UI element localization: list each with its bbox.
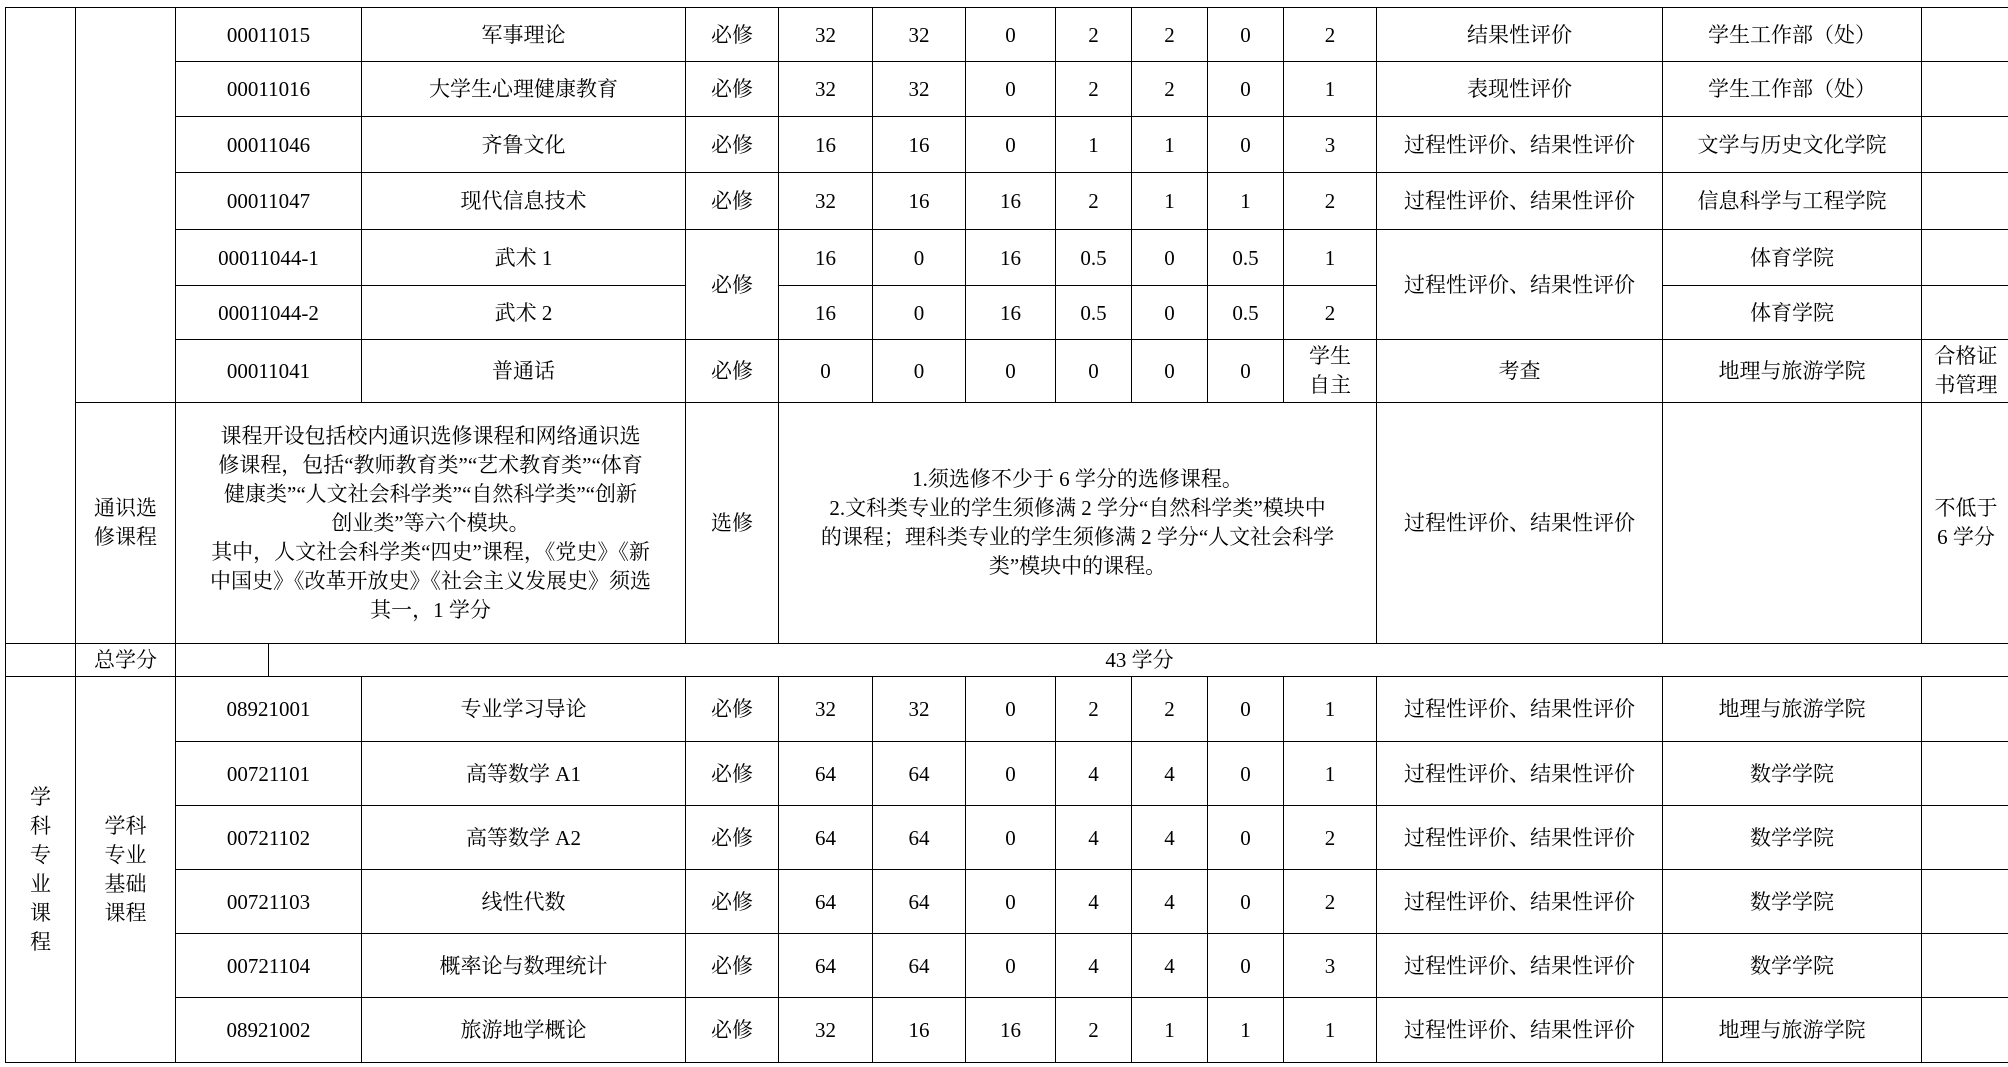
practice-credits: 0 (1208, 677, 1284, 742)
lecture-credits: 2 (1132, 62, 1208, 117)
department (1663, 403, 1922, 644)
total-row (6, 644, 2008, 677)
practice-hours: 0 (966, 8, 1056, 62)
description-line: 课程开设包括校内通识选修课程和网络通识选 (220, 423, 641, 448)
assessment: 过程性评价、结果性评价 (1377, 806, 1663, 870)
description-line: 其中，人文社会科学类“四史”课程，《党史》《新 (211, 539, 650, 564)
credits: 4 (1056, 742, 1132, 806)
department: 信息科学与工程学院 (1663, 173, 1922, 230)
practice-hours: 16 (966, 230, 1056, 286)
semester: 1 (1284, 230, 1377, 286)
course-code: 00721101 (176, 742, 362, 806)
course-name: 大学生心理健康教育 (362, 62, 686, 117)
course-code: 00721103 (176, 870, 362, 934)
category-char: 专 (30, 842, 51, 867)
semester: 2 (1284, 806, 1377, 870)
course-code: 00721102 (176, 806, 362, 870)
course-name: 概率论与数理统计 (362, 934, 686, 998)
course-name: 高等数学 A1 (362, 742, 686, 806)
category-cell-general (6, 8, 76, 644)
elective-requirements (779, 403, 1377, 644)
remark (1922, 677, 2008, 742)
table-row (6, 806, 2008, 870)
credits: 2 (1056, 62, 1132, 117)
elective-description (176, 403, 686, 644)
subcategory-line: 基础 (104, 871, 147, 896)
table-row (6, 173, 2008, 230)
course-nature: 必修 (686, 8, 779, 62)
practice-credits: 1 (1208, 173, 1284, 230)
remark (1922, 998, 2008, 1063)
category-char: 程 (30, 929, 51, 954)
practice-credits: 0 (1208, 340, 1284, 403)
lecture-hours: 64 (873, 806, 966, 870)
remark (1922, 230, 2008, 286)
table-row (6, 403, 2008, 644)
total-value: 43 学分 (269, 644, 2008, 677)
total-hours: 0 (779, 340, 873, 403)
subcategory-line: 学科 (104, 813, 147, 838)
lecture-hours: 0 (873, 286, 966, 340)
table-row (6, 677, 2008, 742)
lecture-hours: 16 (873, 998, 966, 1063)
practice-hours: 0 (966, 62, 1056, 117)
requirement-line: 的课程；理科类专业的学生须修满 2 学分“人文社会科学 (820, 525, 1335, 549)
remark (1922, 286, 2008, 340)
remark (1922, 8, 2008, 62)
lecture-credits: 1 (1132, 117, 1208, 173)
practice-hours: 0 (966, 742, 1056, 806)
table-row (6, 286, 2008, 340)
total-hours: 64 (779, 806, 873, 870)
subcategory-line: 专业 (104, 842, 147, 867)
total-hours: 64 (779, 870, 873, 934)
credits: 2 (1056, 998, 1132, 1063)
remark-line: 书管理 (1934, 373, 1998, 397)
course-code: 00011046 (176, 117, 362, 173)
lecture-credits: 4 (1132, 742, 1208, 806)
total-row-blank (176, 644, 269, 677)
total-hours: 32 (779, 8, 873, 62)
lecture-credits: 4 (1132, 934, 1208, 998)
practice-credits: 0 (1208, 934, 1284, 998)
department: 体育学院 (1663, 230, 1922, 286)
course-nature: 必修 (686, 870, 779, 934)
course-code: 00011041 (176, 340, 362, 403)
course-nature: 必修 (686, 934, 779, 998)
assessment: 考查 (1377, 340, 1663, 403)
credits: 4 (1056, 806, 1132, 870)
practice-hours: 16 (966, 173, 1056, 230)
remark-line: 不低于 (1934, 496, 1998, 520)
credits: 4 (1056, 934, 1132, 998)
total-label: 总学分 (76, 644, 176, 677)
description-line: 修课程，包括“教师教育类”“艺术教育类”“体育 (218, 452, 643, 477)
department: 数学学院 (1663, 806, 1922, 870)
department: 地理与旅游学院 (1663, 677, 1922, 742)
department: 学生工作部（处） (1663, 62, 1922, 117)
subcategory-line: 修课程 (94, 525, 157, 549)
course-code: 08921001 (176, 677, 362, 742)
description-line: 中国史》《改革开放史》《社会主义发展史》须选 (210, 568, 651, 593)
curriculum-table (5, 7, 2008, 1063)
remark (1922, 117, 2008, 173)
lecture-credits: 2 (1132, 677, 1208, 742)
remark-line: 6 学分 (1937, 525, 1995, 549)
lecture-hours: 32 (873, 677, 966, 742)
category-char: 业 (30, 871, 51, 896)
lecture-credits: 4 (1132, 806, 1208, 870)
assessment: 过程性评价、结果性评价 (1377, 677, 1663, 742)
course-nature: 必修 (686, 62, 779, 117)
lecture-credits: 4 (1132, 870, 1208, 934)
lecture-credits: 1 (1132, 173, 1208, 230)
lecture-hours: 0 (873, 340, 966, 403)
semester-line: 学生 (1309, 344, 1352, 368)
course-code: 08921002 (176, 998, 362, 1063)
practice-hours: 0 (966, 117, 1056, 173)
course-nature: 必修 (686, 742, 779, 806)
lecture-credits: 0 (1132, 340, 1208, 403)
practice-hours: 0 (966, 340, 1056, 403)
subcategory-cell-discipline-foundation (76, 677, 176, 1063)
course-name: 武术 1 (362, 230, 686, 286)
practice-hours: 16 (966, 998, 1056, 1063)
practice-hours: 0 (966, 806, 1056, 870)
credits: 2 (1056, 677, 1132, 742)
total-row-blank (6, 644, 76, 677)
description-line: 健康类”“人文社会科学类”“自然科学类”“创新 (224, 481, 637, 506)
total-hours: 32 (779, 173, 873, 230)
semester: 1 (1284, 742, 1377, 806)
semester-line: 自主 (1309, 373, 1352, 397)
assessment: 过程性评价、结果性评价 (1377, 173, 1663, 230)
total-hours: 64 (779, 934, 873, 998)
course-code: 00011044-1 (176, 230, 362, 286)
department: 数学学院 (1663, 870, 1922, 934)
table-row (6, 230, 2008, 286)
total-hours: 16 (779, 286, 873, 340)
requirement-line: 2.文科类专业的学生须修满 2 学分“自然科学类”模块中 (829, 496, 1326, 520)
lecture-hours: 64 (873, 870, 966, 934)
practice-credits: 1 (1208, 998, 1284, 1063)
course-nature: 必修 (686, 340, 779, 403)
assessment: 过程性评价、结果性评价 (1377, 117, 1663, 173)
semester: 1 (1284, 677, 1377, 742)
course-name: 齐鲁文化 (362, 117, 686, 173)
practice-hours: 0 (966, 934, 1056, 998)
lecture-credits: 0 (1132, 230, 1208, 286)
table-row (6, 117, 2008, 173)
course-name: 旅游地学概论 (362, 998, 686, 1063)
credits: 0 (1056, 340, 1132, 403)
subcategory-line: 通识选 (94, 496, 157, 520)
remark (1922, 62, 2008, 117)
credits: 1 (1056, 117, 1132, 173)
course-name: 线性代数 (362, 870, 686, 934)
remark (1922, 340, 2008, 403)
credits: 4 (1056, 870, 1132, 934)
course-nature: 必修 (686, 998, 779, 1063)
lecture-credits: 2 (1132, 8, 1208, 62)
total-hours: 16 (779, 230, 873, 286)
total-hours: 32 (779, 998, 873, 1063)
semester: 2 (1284, 8, 1377, 62)
course-code: 00011047 (176, 173, 362, 230)
department: 地理与旅游学院 (1663, 340, 1922, 403)
practice-credits: 0 (1208, 742, 1284, 806)
assessment: 结果性评价 (1377, 8, 1663, 62)
credits: 2 (1056, 173, 1132, 230)
table-row (6, 870, 2008, 934)
lecture-credits: 1 (1132, 998, 1208, 1063)
semester (1284, 340, 1377, 403)
category-char: 课 (30, 900, 51, 925)
requirement-line: 1.须选修不少于 6 学分的选修课程。 (912, 467, 1243, 491)
lecture-hours: 16 (873, 173, 966, 230)
table-row (6, 934, 2008, 998)
department: 体育学院 (1663, 286, 1922, 340)
lecture-hours: 16 (873, 117, 966, 173)
remark (1922, 742, 2008, 806)
table-row (6, 62, 2008, 117)
lecture-hours: 32 (873, 8, 966, 62)
assessment: 表现性评价 (1377, 62, 1663, 117)
credits: 0.5 (1056, 286, 1132, 340)
practice-credits: 0 (1208, 8, 1284, 62)
semester: 1 (1284, 998, 1377, 1063)
course-nature: 必修 (686, 117, 779, 173)
assessment: 过程性评价、结果性评价 (1377, 998, 1663, 1063)
assessment: 过程性评价、结果性评价 (1377, 934, 1663, 998)
course-code: 00011016 (176, 62, 362, 117)
remark (1922, 870, 2008, 934)
total-hours: 64 (779, 742, 873, 806)
table-row (6, 8, 2008, 62)
lecture-hours: 64 (873, 742, 966, 806)
lecture-hours: 64 (873, 934, 966, 998)
course-name: 军事理论 (362, 8, 686, 62)
semester: 2 (1284, 870, 1377, 934)
remark-line: 合格证 (1934, 344, 1998, 368)
course-name: 专业学习导论 (362, 677, 686, 742)
remark (1922, 173, 2008, 230)
practice-hours: 0 (966, 870, 1056, 934)
subcategory-cell-general-required (76, 8, 176, 403)
practice-credits: 0.5 (1208, 286, 1284, 340)
course-name: 现代信息技术 (362, 173, 686, 230)
course-nature: 必修 (686, 230, 779, 340)
semester: 3 (1284, 934, 1377, 998)
course-name: 普通话 (362, 340, 686, 403)
description-line: 创业类”等六个模块。 (331, 510, 530, 535)
course-name: 高等数学 A2 (362, 806, 686, 870)
table-row (6, 340, 2008, 403)
category-char: 学 (30, 784, 51, 809)
course-nature: 必修 (686, 173, 779, 230)
credits: 2 (1056, 8, 1132, 62)
requirement-line: 类”模块中的课程。 (988, 554, 1167, 578)
lecture-credits: 0 (1132, 286, 1208, 340)
category-char: 科 (30, 813, 51, 838)
remark (1922, 403, 2008, 644)
semester: 2 (1284, 286, 1377, 340)
assessment: 过程性评价、结果性评价 (1377, 742, 1663, 806)
semester: 3 (1284, 117, 1377, 173)
course-nature: 选修 (686, 403, 779, 644)
practice-hours: 0 (966, 677, 1056, 742)
assessment: 过程性评价、结果性评价 (1377, 870, 1663, 934)
lecture-hours: 32 (873, 62, 966, 117)
assessment: 过程性评价、结果性评价 (1377, 230, 1663, 340)
table-row (6, 742, 2008, 806)
course-code: 00721104 (176, 934, 362, 998)
department: 数学学院 (1663, 934, 1922, 998)
category-cell-discipline (6, 677, 76, 1063)
department: 学生工作部（处） (1663, 8, 1922, 62)
remark (1922, 934, 2008, 998)
credits: 0.5 (1056, 230, 1132, 286)
department: 数学学院 (1663, 742, 1922, 806)
table-row (6, 998, 2008, 1063)
department: 地理与旅游学院 (1663, 998, 1922, 1063)
practice-credits: 0 (1208, 870, 1284, 934)
course-name: 武术 2 (362, 286, 686, 340)
course-code: 00011044-2 (176, 286, 362, 340)
lecture-hours: 0 (873, 230, 966, 286)
course-code: 00011015 (176, 8, 362, 62)
total-hours: 16 (779, 117, 873, 173)
practice-credits: 0 (1208, 117, 1284, 173)
total-hours: 32 (779, 677, 873, 742)
practice-credits: 0.5 (1208, 230, 1284, 286)
course-nature: 必修 (686, 677, 779, 742)
remark (1922, 806, 2008, 870)
subcategory-cell-general-elective (76, 403, 176, 644)
practice-credits: 0 (1208, 806, 1284, 870)
assessment: 过程性评价、结果性评价 (1377, 403, 1663, 644)
department: 文学与历史文化学院 (1663, 117, 1922, 173)
total-hours: 32 (779, 62, 873, 117)
practice-hours: 16 (966, 286, 1056, 340)
description-line: 其一，1 学分 (370, 597, 491, 622)
subcategory-line: 课程 (104, 900, 147, 925)
practice-credits: 0 (1208, 62, 1284, 117)
semester: 1 (1284, 62, 1377, 117)
course-nature: 必修 (686, 806, 779, 870)
semester: 2 (1284, 173, 1377, 230)
